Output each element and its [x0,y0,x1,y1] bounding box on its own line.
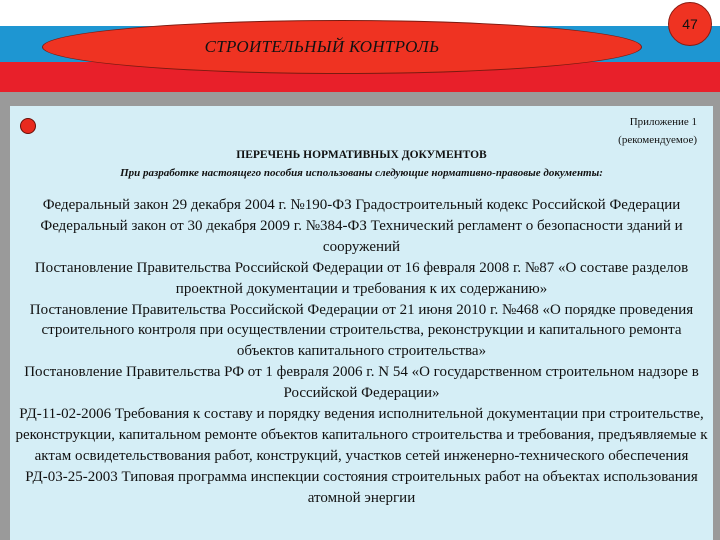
content-panel [10,106,713,540]
slide-title: СТРОИТЕЛЬНЫЙ КОНТРОЛЬ [204,37,440,56]
list-subtitle: При разработке настоящего пособия использованы следующие нормативно-правовые документы: [120,167,603,179]
document-list [10,195,713,509]
document-item: Федеральный закон 29 декабря 2004 г. №190-ФЗ Градостроительный кодекс Российской Федерации [42,197,681,213]
document-item: Постановление Правительства РФ от 1 февраля 2006 г. N 54 «О государственном строительном надзоре в Российской Федерации» [24,364,699,402]
document-item: Постановление Правительства Российской Федерации от 21 июня 2010 г. №468 «О порядке проведения строительного контроля при осуществлении строительства, реконструкции и капитального ремонта объектов капитального строительства» [29,301,694,360]
list-title: ПЕРЕЧЕНЬ НОРМАТИВНЫХ ДОКУМЕНТОВ [236,149,487,161]
appendix-number: Приложение 1 [629,116,697,128]
title-oval [42,20,642,74]
red-bullet-icon [20,118,36,134]
document-item: РД-11-02-2006 Требования к составу и порядку ведения исполнительной документации при строительстве, реконструкции, капитальном ремонте объектов капитального строительства и требования, предъявляемые к актам освидетельствования работ, конструкций, участков сетей инженерно-технического обеспечения [15,406,708,464]
document-item: Федеральный закон от 30 декабря 2009 г. №384-ФЗ Технический регламент о безопасности зданий и сооружений [40,217,683,255]
page-number-badge: 47 [668,2,712,46]
appendix-label [618,113,697,149]
document-item: РД-03-25-2003 Типовая программа инспекции состояния строительных работ на объектах использования атомной энергии [25,468,698,506]
appendix-status: (рекомендуемое) [618,134,697,146]
document-item: Постановление Правительства Российской Федерации от 16 февраля 2008 г. №87 «О составе разделов проектной документации и требования к их содержанию» [34,259,689,297]
